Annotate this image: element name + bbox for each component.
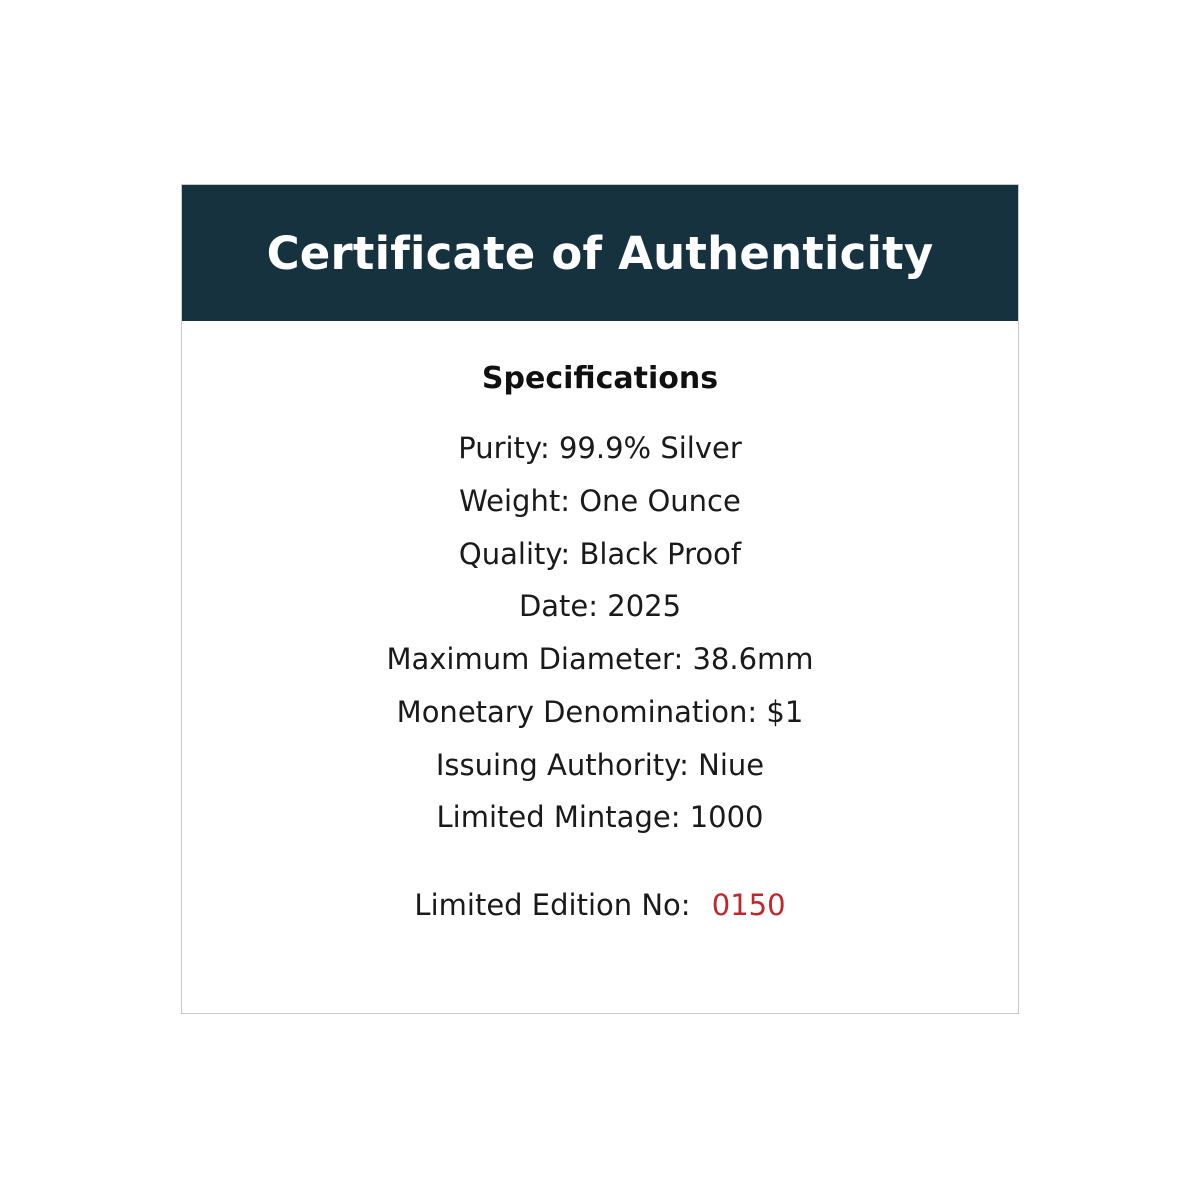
certificate-header bbox=[182, 185, 1018, 321]
spec-label-weight: Weight: bbox=[459, 483, 570, 518]
spec-value-date: 2025 bbox=[607, 589, 682, 624]
spec-value-maximum-diameter: 38.6mm bbox=[692, 642, 814, 677]
spec-label-limited-mintage: Limited Mintage: bbox=[436, 800, 681, 835]
spec-row bbox=[386, 633, 813, 686]
spec-row bbox=[436, 739, 764, 792]
spec-value-purity: 99.9% Silver bbox=[558, 431, 742, 465]
limited-edition-label: Limited Edition No: bbox=[414, 888, 691, 923]
limited-edition-row bbox=[414, 888, 785, 922]
certificate-body bbox=[182, 321, 1018, 1013]
specifications-heading: Specifications bbox=[481, 361, 719, 396]
spec-row bbox=[397, 686, 804, 739]
limited-edition-number: 0150 bbox=[711, 888, 786, 923]
spec-row bbox=[458, 422, 742, 475]
spec-label-issuing-authority: Issuing Authority: bbox=[435, 747, 689, 782]
spec-label-purity: Purity: bbox=[458, 431, 550, 465]
spec-value-limited-mintage: 1000 bbox=[689, 800, 764, 835]
spec-value-quality: Black Proof bbox=[579, 536, 742, 571]
spec-value-weight: One Ounce bbox=[579, 483, 741, 518]
spec-row bbox=[519, 580, 681, 633]
certificate-title: Certificate of Authenticity bbox=[266, 226, 934, 280]
spec-label-date: Date: bbox=[518, 589, 599, 624]
spec-value-issuing-authority: Niue bbox=[698, 747, 765, 782]
specifications-list bbox=[212, 422, 988, 844]
spec-value-monetary-denomination: $1 bbox=[766, 694, 804, 729]
spec-row bbox=[436, 791, 763, 844]
spec-label-monetary-denomination: Monetary Denomination: bbox=[396, 694, 758, 729]
certificate-card bbox=[181, 184, 1019, 1014]
spec-label-quality: Quality: bbox=[458, 536, 571, 571]
spec-label-maximum-diameter: Maximum Diameter: bbox=[386, 642, 684, 677]
spec-row bbox=[459, 528, 741, 581]
spec-row bbox=[459, 475, 741, 528]
